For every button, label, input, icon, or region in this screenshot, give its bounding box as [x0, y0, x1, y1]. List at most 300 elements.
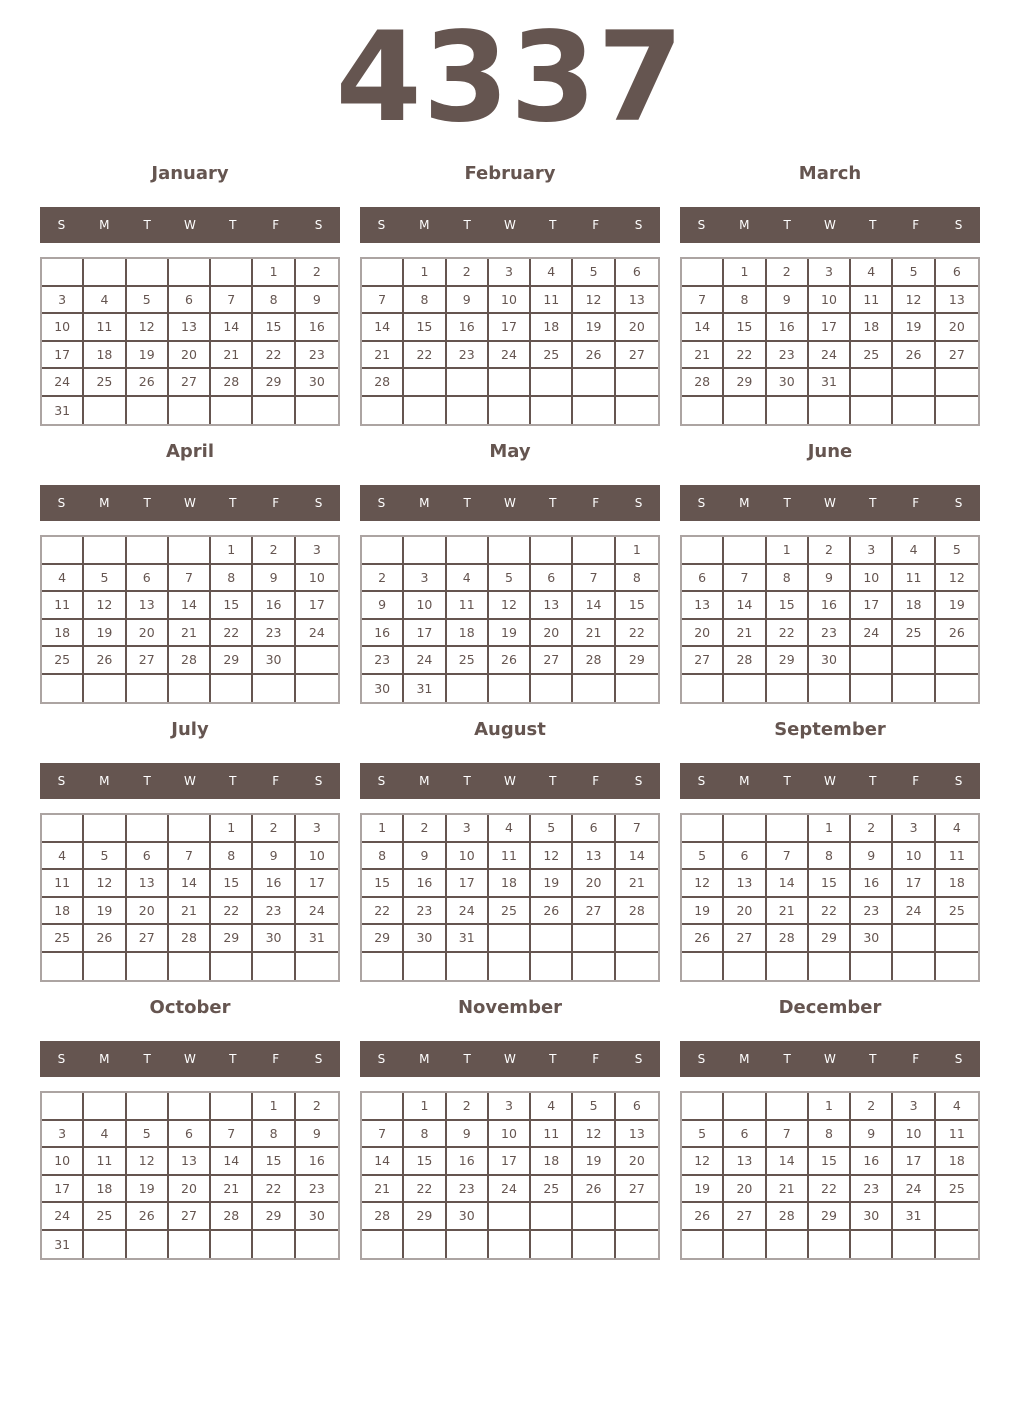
- weekday-label: T: [783, 1052, 791, 1066]
- empty-day-cell: [936, 1231, 978, 1259]
- weekday-label: T: [229, 496, 237, 510]
- empty-day-cell: [682, 1093, 724, 1121]
- day-cell: 13: [169, 1148, 211, 1176]
- day-cell: 23: [447, 1176, 489, 1204]
- day-cell: 5: [682, 843, 724, 871]
- empty-day-cell: [127, 815, 169, 843]
- day-cell: 15: [253, 314, 295, 342]
- day-cell: 12: [573, 287, 615, 315]
- day-cell: 5: [531, 815, 573, 843]
- weekday-label: F: [272, 218, 280, 232]
- empty-day-cell: [724, 397, 766, 425]
- day-cell: 10: [42, 314, 84, 342]
- empty-day-cell: [296, 675, 338, 703]
- day-cell: 19: [489, 620, 531, 648]
- weekday-label: W: [504, 774, 516, 788]
- day-cell: 4: [936, 1093, 978, 1121]
- day-cell: 12: [127, 1148, 169, 1176]
- day-cell: 26: [531, 898, 573, 926]
- empty-day-cell: [362, 1231, 404, 1259]
- day-cell: 27: [616, 1176, 658, 1204]
- day-cell: 28: [682, 369, 724, 397]
- day-cell: 18: [851, 314, 893, 342]
- empty-day-cell: [42, 537, 84, 565]
- empty-day-cell: [936, 925, 978, 953]
- weekday-label: F: [592, 496, 600, 510]
- day-cell: 8: [809, 843, 851, 871]
- empty-day-cell: [573, 369, 615, 397]
- day-cell: 22: [211, 898, 253, 926]
- month-title: July: [171, 719, 209, 740]
- day-cell: 29: [253, 1203, 295, 1231]
- day-cell: 16: [447, 314, 489, 342]
- weekday-label: F: [912, 496, 920, 510]
- day-cell: 14: [169, 592, 211, 620]
- weekday-label: M: [99, 1052, 110, 1066]
- day-cell: 6: [616, 259, 658, 287]
- month-title: November: [457, 997, 563, 1018]
- month-title: March: [798, 163, 862, 184]
- day-cell: 29: [616, 647, 658, 675]
- day-cell: 1: [211, 537, 253, 565]
- day-cell: 4: [42, 565, 84, 593]
- day-cell: 5: [127, 1121, 169, 1149]
- day-cell: 8: [616, 565, 658, 593]
- day-cell: 2: [253, 815, 295, 843]
- day-cell: 29: [724, 369, 766, 397]
- day-cell: 16: [296, 1148, 338, 1176]
- weekday-label: T: [783, 774, 791, 788]
- empty-day-cell: [573, 675, 615, 703]
- day-cell: 3: [42, 1121, 84, 1149]
- empty-day-cell: [447, 953, 489, 981]
- empty-day-cell: [851, 953, 893, 981]
- day-cell: 22: [362, 898, 404, 926]
- empty-day-cell: [127, 1093, 169, 1121]
- day-cell: 5: [936, 537, 978, 565]
- day-cell: 24: [42, 369, 84, 397]
- empty-day-cell: [531, 537, 573, 565]
- empty-day-cell: [447, 397, 489, 425]
- weekday-label: F: [272, 496, 280, 510]
- day-cell: 1: [404, 259, 446, 287]
- day-cell: 7: [573, 565, 615, 593]
- day-cell: 2: [404, 815, 446, 843]
- day-cell: 15: [767, 592, 809, 620]
- day-cell: 12: [936, 565, 978, 593]
- empty-day-cell: [42, 953, 84, 981]
- empty-day-cell: [936, 647, 978, 675]
- day-cell: 16: [296, 314, 338, 342]
- day-grid: [360, 535, 660, 704]
- year-title: 4337: [335, 6, 685, 150]
- day-cell: 21: [169, 620, 211, 648]
- day-cell: 26: [893, 342, 935, 370]
- weekday-label: M: [419, 774, 430, 788]
- day-cell: 20: [169, 342, 211, 370]
- day-cell: 2: [253, 537, 295, 565]
- day-cell: 8: [724, 287, 766, 315]
- weekday-header: [680, 1041, 980, 1077]
- day-grid: [360, 813, 660, 982]
- day-cell: 31: [809, 369, 851, 397]
- day-cell: 29: [809, 925, 851, 953]
- empty-day-cell: [724, 815, 766, 843]
- month-title: May: [489, 441, 531, 462]
- empty-day-cell: [42, 1093, 84, 1121]
- day-cell: 2: [851, 1093, 893, 1121]
- day-cell: 26: [682, 1203, 724, 1231]
- day-cell: 12: [682, 1148, 724, 1176]
- month-february: [360, 158, 660, 426]
- day-cell: 12: [893, 287, 935, 315]
- empty-day-cell: [404, 953, 446, 981]
- empty-day-cell: [169, 397, 211, 425]
- weekday-label: S: [954, 774, 963, 788]
- day-cell: 17: [296, 592, 338, 620]
- weekday-label: T: [229, 218, 237, 232]
- day-cell: 31: [447, 925, 489, 953]
- day-cell: 10: [42, 1148, 84, 1176]
- empty-day-cell: [404, 537, 446, 565]
- day-cell: 24: [489, 342, 531, 370]
- day-cell: 27: [936, 342, 978, 370]
- day-cell: 6: [169, 287, 211, 315]
- weekday-label: W: [504, 1052, 516, 1066]
- day-cell: 19: [127, 1176, 169, 1204]
- day-cell: 30: [296, 1203, 338, 1231]
- weekday-label: S: [314, 218, 323, 232]
- day-cell: 27: [127, 925, 169, 953]
- day-cell: 14: [169, 870, 211, 898]
- day-cell: 16: [447, 1148, 489, 1176]
- day-cell: 4: [42, 843, 84, 871]
- day-cell: 6: [616, 1093, 658, 1121]
- day-cell: 21: [211, 1176, 253, 1204]
- day-cell: 22: [404, 342, 446, 370]
- day-cell: 8: [253, 287, 295, 315]
- weekday-label: S: [57, 1052, 66, 1066]
- day-cell: 21: [724, 620, 766, 648]
- day-cell: 13: [616, 1121, 658, 1149]
- day-cell: 14: [362, 1148, 404, 1176]
- day-cell: 23: [851, 898, 893, 926]
- empty-day-cell: [616, 369, 658, 397]
- day-cell: 14: [767, 870, 809, 898]
- day-cell: 5: [893, 259, 935, 287]
- day-cell: 22: [767, 620, 809, 648]
- empty-day-cell: [724, 1231, 766, 1259]
- empty-day-cell: [447, 675, 489, 703]
- empty-day-cell: [573, 1203, 615, 1231]
- day-cell: 2: [447, 259, 489, 287]
- day-cell: 4: [447, 565, 489, 593]
- day-cell: 10: [296, 843, 338, 871]
- weekday-label: M: [99, 496, 110, 510]
- empty-day-cell: [724, 1093, 766, 1121]
- month-january: [40, 158, 340, 426]
- day-cell: 28: [573, 647, 615, 675]
- empty-day-cell: [682, 815, 724, 843]
- day-cell: 18: [42, 620, 84, 648]
- day-cell: 30: [851, 925, 893, 953]
- weekday-label: F: [912, 774, 920, 788]
- day-cell: 7: [169, 843, 211, 871]
- day-cell: 21: [616, 870, 658, 898]
- month-title: December: [778, 997, 882, 1018]
- day-cell: 19: [84, 620, 126, 648]
- day-cell: 1: [809, 815, 851, 843]
- day-cell: 25: [42, 647, 84, 675]
- day-cell: 2: [362, 565, 404, 593]
- empty-day-cell: [169, 815, 211, 843]
- day-cell: 19: [573, 314, 615, 342]
- day-cell: 8: [809, 1121, 851, 1149]
- empty-day-cell: [42, 259, 84, 287]
- empty-day-cell: [616, 397, 658, 425]
- empty-day-cell: [169, 259, 211, 287]
- day-cell: 20: [127, 620, 169, 648]
- weekday-label: F: [592, 1052, 600, 1066]
- day-cell: 21: [169, 898, 211, 926]
- empty-day-cell: [682, 537, 724, 565]
- day-cell: 20: [573, 870, 615, 898]
- day-cell: 19: [936, 592, 978, 620]
- day-cell: 3: [404, 565, 446, 593]
- day-grid: [360, 257, 660, 426]
- empty-day-cell: [489, 1203, 531, 1231]
- day-cell: 9: [362, 592, 404, 620]
- day-cell: 31: [42, 397, 84, 425]
- empty-day-cell: [211, 675, 253, 703]
- weekday-label: T: [143, 1052, 151, 1066]
- empty-day-cell: [362, 1093, 404, 1121]
- day-cell: 9: [253, 565, 295, 593]
- day-cell: 24: [489, 1176, 531, 1204]
- empty-day-cell: [296, 397, 338, 425]
- weekday-label: M: [739, 1052, 750, 1066]
- empty-day-cell: [851, 397, 893, 425]
- weekday-label: S: [57, 774, 66, 788]
- empty-day-cell: [84, 397, 126, 425]
- day-cell: 7: [362, 1121, 404, 1149]
- day-grid: [40, 535, 340, 704]
- day-cell: 13: [169, 314, 211, 342]
- day-cell: 18: [447, 620, 489, 648]
- day-cell: 11: [936, 1121, 978, 1149]
- day-cell: 10: [404, 592, 446, 620]
- day-cell: 8: [404, 287, 446, 315]
- weekday-label: M: [99, 774, 110, 788]
- day-cell: 1: [404, 1093, 446, 1121]
- day-cell: 4: [936, 815, 978, 843]
- weekday-header: [40, 763, 340, 799]
- empty-day-cell: [489, 953, 531, 981]
- day-cell: 2: [447, 1093, 489, 1121]
- day-cell: 15: [211, 592, 253, 620]
- day-grid: [680, 535, 980, 704]
- day-cell: 5: [84, 843, 126, 871]
- empty-day-cell: [211, 1093, 253, 1121]
- day-cell: 20: [531, 620, 573, 648]
- day-cell: 23: [767, 342, 809, 370]
- empty-day-cell: [169, 1231, 211, 1259]
- day-cell: 6: [127, 565, 169, 593]
- empty-day-cell: [169, 1093, 211, 1121]
- day-cell: 11: [531, 287, 573, 315]
- empty-day-cell: [127, 397, 169, 425]
- empty-day-cell: [936, 397, 978, 425]
- empty-day-cell: [489, 925, 531, 953]
- day-cell: 31: [893, 1203, 935, 1231]
- month-may: [360, 436, 660, 704]
- empty-day-cell: [531, 675, 573, 703]
- empty-day-cell: [84, 815, 126, 843]
- weekday-label: T: [783, 218, 791, 232]
- day-cell: 24: [809, 342, 851, 370]
- empty-day-cell: [84, 1231, 126, 1259]
- day-cell: 4: [851, 259, 893, 287]
- day-cell: 15: [211, 870, 253, 898]
- weekday-label: F: [272, 1052, 280, 1066]
- empty-day-cell: [893, 925, 935, 953]
- day-cell: 14: [767, 1148, 809, 1176]
- weekday-label: T: [463, 218, 471, 232]
- day-cell: 4: [893, 537, 935, 565]
- empty-day-cell: [767, 397, 809, 425]
- empty-day-cell: [169, 675, 211, 703]
- day-cell: 26: [127, 1203, 169, 1231]
- day-cell: 15: [362, 870, 404, 898]
- weekday-label: M: [419, 1052, 430, 1066]
- day-cell: 30: [851, 1203, 893, 1231]
- empty-day-cell: [573, 925, 615, 953]
- weekday-label: F: [272, 774, 280, 788]
- day-cell: 19: [127, 342, 169, 370]
- weekday-label: S: [697, 774, 706, 788]
- empty-day-cell: [362, 537, 404, 565]
- empty-day-cell: [573, 1231, 615, 1259]
- day-cell: 18: [893, 592, 935, 620]
- day-cell: 9: [851, 843, 893, 871]
- day-cell: 25: [489, 898, 531, 926]
- weekday-label: S: [377, 496, 386, 510]
- weekday-label: S: [377, 1052, 386, 1066]
- empty-day-cell: [447, 1231, 489, 1259]
- empty-day-cell: [893, 397, 935, 425]
- day-cell: 30: [404, 925, 446, 953]
- empty-day-cell: [531, 1231, 573, 1259]
- day-grid: [680, 1091, 980, 1260]
- month-june: [680, 436, 980, 704]
- day-cell: 2: [296, 259, 338, 287]
- day-cell: 18: [42, 898, 84, 926]
- day-cell: 30: [809, 647, 851, 675]
- day-cell: 5: [127, 287, 169, 315]
- empty-day-cell: [936, 953, 978, 981]
- day-cell: 24: [296, 898, 338, 926]
- day-cell: 17: [296, 870, 338, 898]
- empty-day-cell: [851, 369, 893, 397]
- day-cell: 10: [893, 1121, 935, 1149]
- day-cell: 6: [936, 259, 978, 287]
- day-cell: 13: [936, 287, 978, 315]
- weekday-label: M: [739, 218, 750, 232]
- empty-day-cell: [42, 815, 84, 843]
- day-cell: 26: [84, 925, 126, 953]
- day-cell: 3: [42, 287, 84, 315]
- day-cell: 16: [851, 870, 893, 898]
- weekday-label: S: [377, 218, 386, 232]
- day-cell: 3: [893, 815, 935, 843]
- day-grid: [680, 813, 980, 982]
- weekday-label: W: [504, 218, 516, 232]
- empty-day-cell: [127, 1231, 169, 1259]
- day-cell: 22: [404, 1176, 446, 1204]
- day-cell: 25: [84, 369, 126, 397]
- day-cell: 23: [253, 898, 295, 926]
- month-october: [40, 992, 340, 1260]
- day-cell: 22: [211, 620, 253, 648]
- day-cell: 11: [893, 565, 935, 593]
- empty-day-cell: [682, 397, 724, 425]
- day-cell: 26: [489, 647, 531, 675]
- day-cell: 16: [404, 870, 446, 898]
- day-cell: 3: [489, 1093, 531, 1121]
- day-cell: 5: [84, 565, 126, 593]
- day-cell: 11: [447, 592, 489, 620]
- empty-day-cell: [211, 953, 253, 981]
- weekday-label: W: [824, 774, 836, 788]
- day-cell: 30: [253, 925, 295, 953]
- day-cell: 9: [296, 287, 338, 315]
- day-cell: 6: [682, 565, 724, 593]
- day-cell: 17: [489, 314, 531, 342]
- empty-day-cell: [404, 369, 446, 397]
- day-cell: 7: [616, 815, 658, 843]
- day-cell: 16: [851, 1148, 893, 1176]
- day-cell: 26: [84, 647, 126, 675]
- weekday-label: T: [549, 774, 557, 788]
- day-cell: 7: [211, 1121, 253, 1149]
- weekday-header: [360, 485, 660, 521]
- day-cell: 18: [84, 342, 126, 370]
- day-cell: 21: [682, 342, 724, 370]
- weekday-label: F: [912, 1052, 920, 1066]
- weekday-label: S: [57, 218, 66, 232]
- day-cell: 19: [682, 898, 724, 926]
- empty-day-cell: [127, 953, 169, 981]
- empty-day-cell: [893, 675, 935, 703]
- day-cell: 24: [893, 898, 935, 926]
- day-cell: 29: [211, 647, 253, 675]
- month-november: [360, 992, 660, 1260]
- weekday-header: [40, 207, 340, 243]
- weekday-label: M: [739, 774, 750, 788]
- day-cell: 20: [616, 1148, 658, 1176]
- day-cell: 2: [809, 537, 851, 565]
- day-cell: 25: [447, 647, 489, 675]
- day-cell: 20: [724, 898, 766, 926]
- day-cell: 23: [296, 342, 338, 370]
- day-cell: 26: [127, 369, 169, 397]
- empty-day-cell: [616, 925, 658, 953]
- day-cell: 17: [851, 592, 893, 620]
- day-cell: 7: [724, 565, 766, 593]
- day-cell: 15: [724, 314, 766, 342]
- empty-day-cell: [809, 953, 851, 981]
- day-cell: 1: [362, 815, 404, 843]
